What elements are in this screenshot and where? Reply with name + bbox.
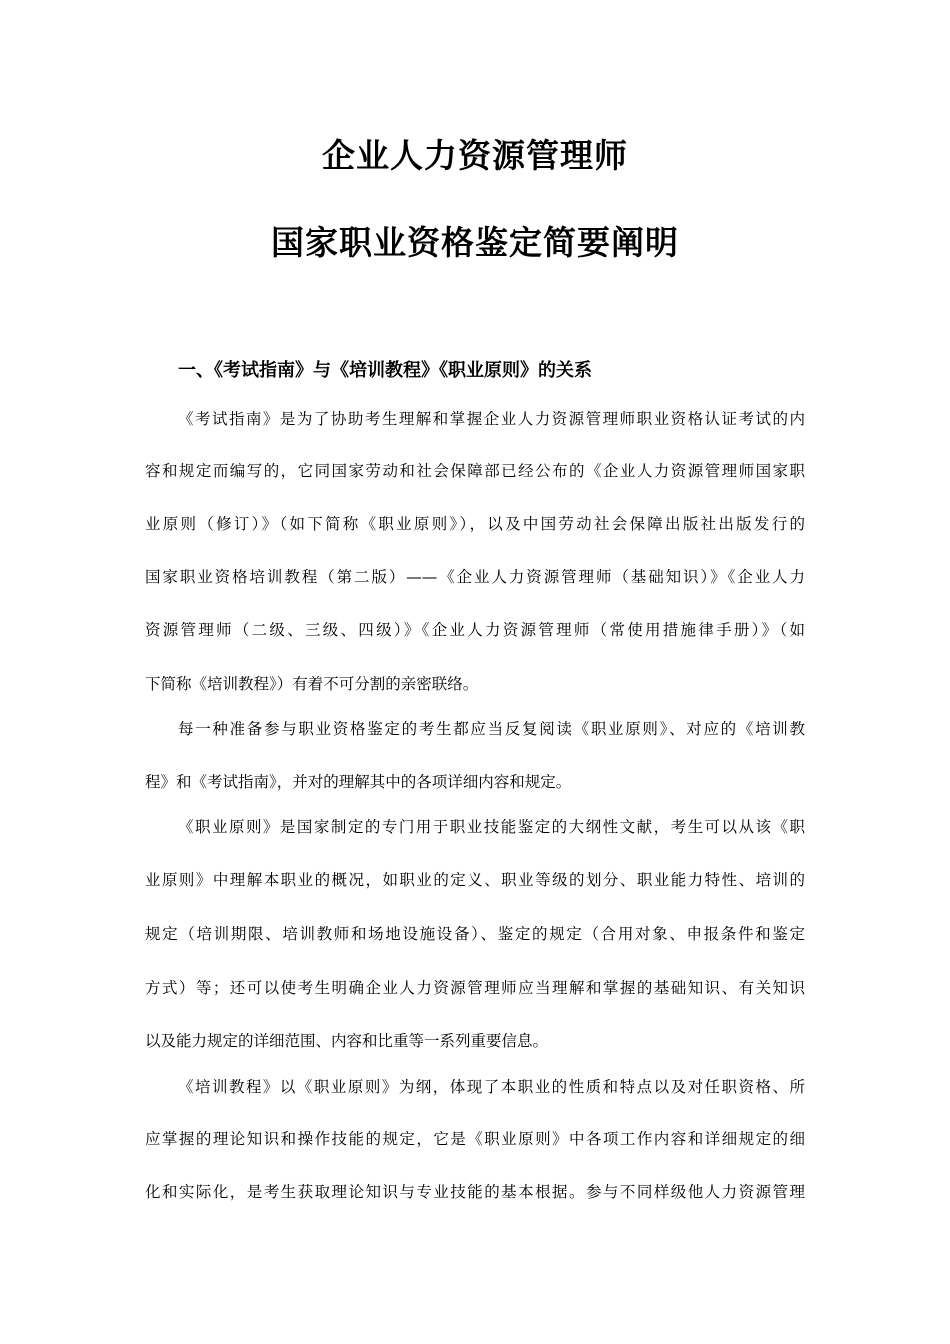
section-heading: 一、《考试指南》与《培训教程》《职业原则》的关系: [178, 360, 592, 381]
paragraph-line: 《职业原则》是国家制定的专门用于职业技能鉴定的大纲性文献，考生可以从该《职: [178, 818, 805, 836]
paragraph-line: 《培训教程》以《职业原则》为纲，体现了本职业的性质和特点以及对任职资格、所: [178, 1078, 805, 1096]
paragraph-line: 应掌握的理论知识和操作技能的规定，它是《职业原则》中各项工作内容和详细规定的细: [145, 1130, 805, 1148]
paragraph-line: 化和实际化，是考生获取理论知识与专业技能的基本根据。参与不同样级他人力资源管理: [145, 1183, 805, 1201]
paragraph-line: 程》和《考试指南》，并对的理解其中的各项详细内容和规定。: [145, 773, 572, 791]
paragraph-line: 每一种准备参与职业资格鉴定的考生都应当反复阅读《职业原则》、对应的《培训教: [178, 720, 805, 738]
paragraph-line: 业原则》中理解本职业的概况，如职业的定义、职业等级的划分、职业能力特性、培训的: [145, 871, 805, 889]
paragraph-line: 容和规定而编写的，它同国家劳动和社会保障部已经公布的《企业人力资源管理师国家职: [145, 462, 805, 480]
document-title: 企业人力资源管理师: [322, 136, 628, 175]
paragraph-line: 业原则（修订）》（如下简称《职业原则》），以及中国劳动社会保障出版社出版发行的: [145, 515, 805, 533]
paragraph-line: 规定（培训期限、培训教师和场地设施设备）、鉴定的规定（合用对象、申报条件和鉴定: [145, 925, 805, 943]
paragraph-line: 国家职业资格培训教程（第二版）——《企业人力资源管理师（基础知识）》《企业人力: [145, 568, 805, 586]
paragraph-line: 下简称《培训教程》）有着不可分割的亲密联络。: [145, 675, 479, 693]
document-subtitle: 国家职业资格鉴定简要阐明: [271, 223, 679, 262]
paragraph-line: 资源管理师（二级、三级、四级）》《企业人力资源管理师（常使用措施律手册）》（如: [145, 621, 805, 639]
paragraph-line: 以及能力规定的详细范围、内容和比重等一系列重要信息。: [145, 1032, 549, 1050]
paragraph-line: 方式）等；还可以使考生明确企业人力资源管理师应当理解和掌握的基础知识、有关知识: [145, 979, 805, 997]
paragraph-line: 《考试指南》是为了协助考生理解和掌握企业人力资源管理师职业资格认证考试的内: [178, 410, 805, 428]
